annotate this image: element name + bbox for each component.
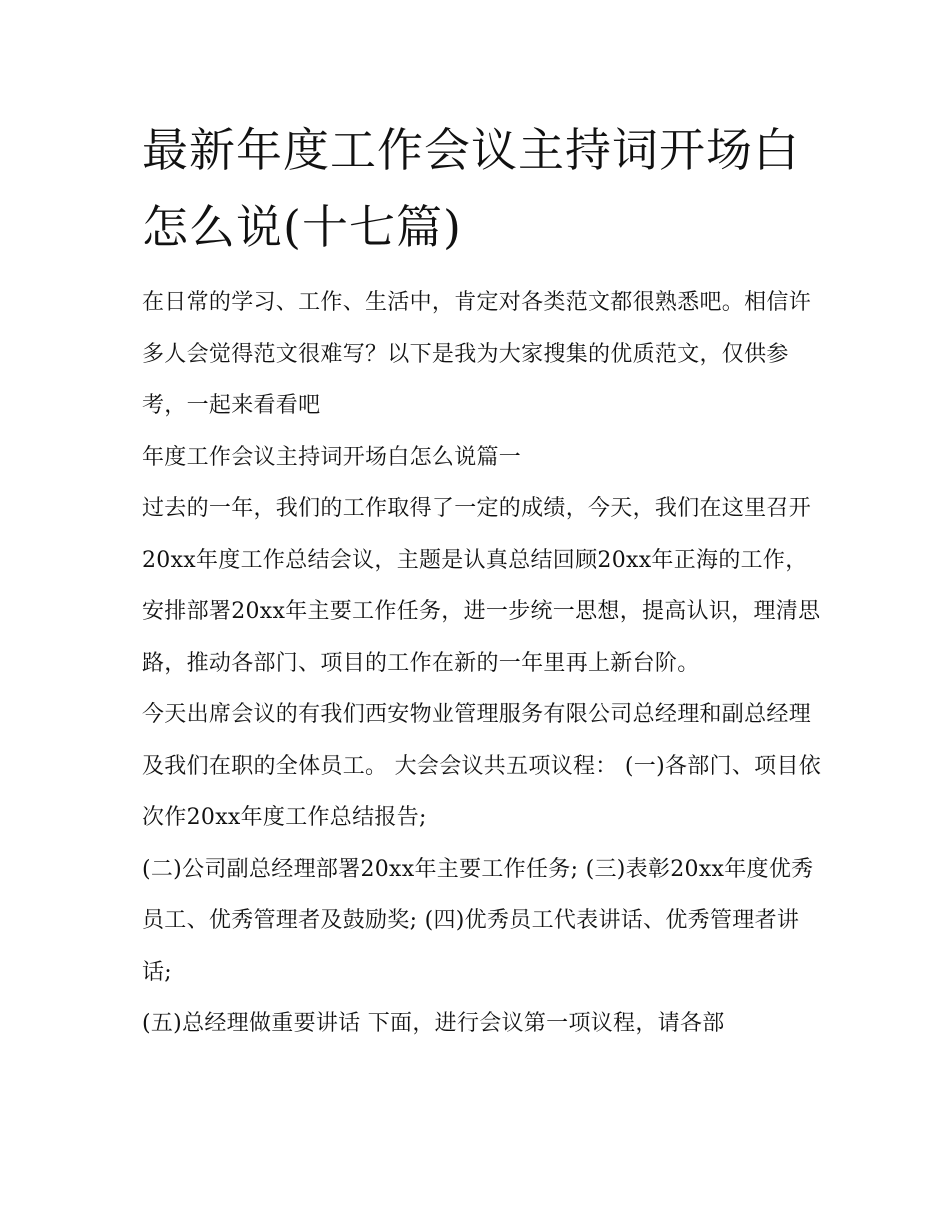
document-body bbox=[142, 277, 822, 1050]
section-heading: 年度工作会议主持词开场白怎么说篇一 bbox=[142, 444, 522, 470]
body-paragraph: (二)公司副总经理部署20xx年主要工作任务; (三)表彰20xx年度优秀员工、优秀管理者及鼓励奖; (四)优秀员工代表讲话、优秀管理者讲话; bbox=[142, 856, 814, 985]
intro-paragraph: 在日常的学习、工作、生活中，肯定对各类范文都很熟悉吧。相信许多人会觉得范文很难写？以下是我为大家搜集的优质范文，仅供参考，一起来看看吧 bbox=[142, 290, 812, 418]
body-paragraph: 今天出席会议的有我们西安物业管理服务有限公司总经理和副总经理及我们在职的全体员工。 大会会议共五项议程： (一)各部门、项目依次作20xx年度工作总结报告; bbox=[142, 702, 822, 830]
document-title: 最新年度工作会议主持词开场白怎么说(十七篇) bbox=[142, 123, 800, 254]
body-paragraph: 过去的一年，我们的工作取得了一定的成绩，今天，我们在这里召开20xx年度工作总结会议，主题是认真总结回顾20xx年正海的工作，安排部署20xx年主要工作任务，进一步统一思想，提高认识，理清思路，推动各部门、项目的工作在新的一年里再上新台阶。 bbox=[142, 496, 821, 676]
body-paragraph: (五)总经理做重要讲话 下面，进行会议第一项议程，请各部 bbox=[142, 1011, 725, 1036]
